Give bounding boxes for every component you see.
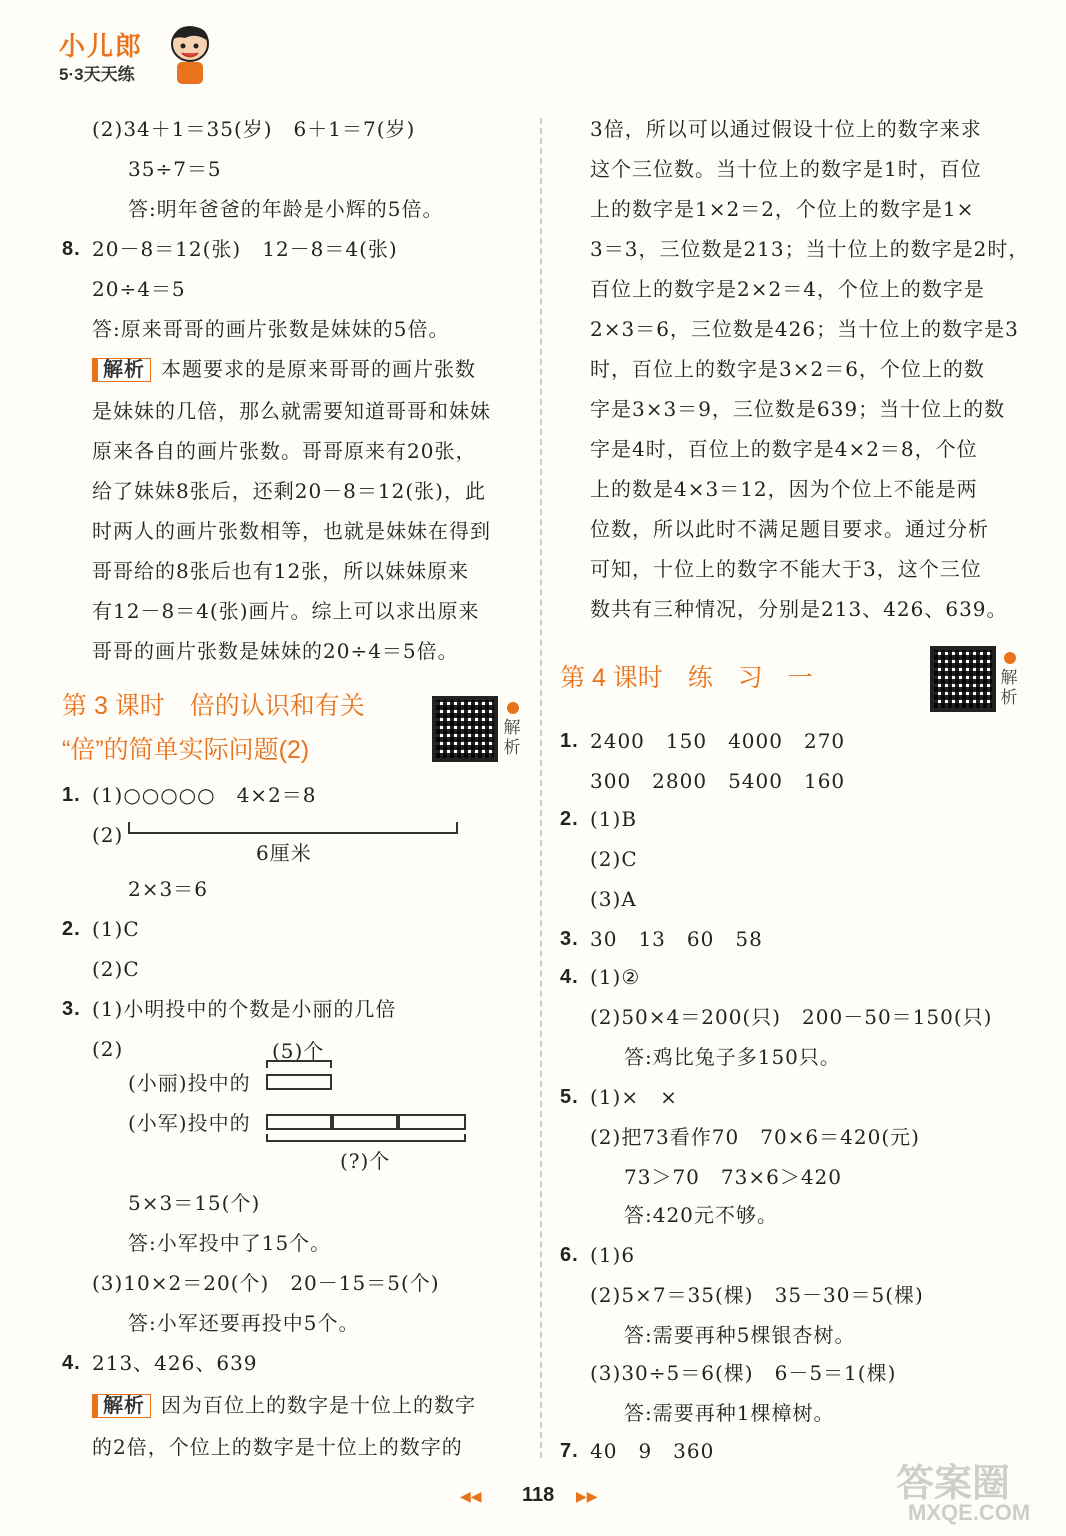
analysis-line: 字是4时，百位上的数字是4×2＝8，个位 bbox=[590, 437, 978, 461]
analysis-line: 这个三位数。当十位上的数字是1时，百位 bbox=[590, 157, 982, 181]
answer-line: 20－8＝12(张) 12－8＝4(张) bbox=[92, 237, 398, 261]
question-number: 4. bbox=[560, 966, 579, 988]
question-number: 4. bbox=[62, 1352, 81, 1374]
analysis-line: 上的数字是1×2＝2，个位上的数字是1× bbox=[590, 197, 975, 221]
watermark bbox=[888, 1452, 1058, 1532]
analysis-line: 时两人的画片张数相等，也就是妹妹在得到 bbox=[92, 519, 491, 543]
analysis-line: 时，百位上的数字是3×2＝6，个位上的数 bbox=[590, 357, 985, 381]
qr-code-icon[interactable] bbox=[432, 696, 498, 762]
analysis-line: 哥哥给的8张后也有12张，所以妹妹原来 bbox=[92, 559, 470, 583]
length-segment bbox=[128, 832, 458, 834]
answer-line: (2)C bbox=[92, 957, 140, 981]
play-arrow-icon bbox=[507, 702, 519, 714]
question-number: 3. bbox=[62, 998, 81, 1020]
question-number: 6. bbox=[560, 1244, 579, 1266]
answer-line: (1)○○○○○ 4×2＝8 bbox=[92, 783, 317, 807]
analysis-text: 因为百位上的数字是十位上的数字 bbox=[161, 1393, 476, 1417]
answer-line: 答:需要再种1棵樟树。 bbox=[624, 1401, 835, 1425]
analysis-line: 字是3×3＝9，三位数是639；当十位上的数 bbox=[590, 397, 1006, 421]
segment-tick bbox=[456, 822, 458, 834]
answer-line: 答:小军投中了15个。 bbox=[128, 1231, 332, 1255]
play-arrow-icon bbox=[1004, 652, 1016, 664]
answer-line: (1)小明投中的个数是小丽的几倍 bbox=[92, 997, 397, 1021]
top-brace bbox=[266, 1060, 332, 1068]
answer-line: (2)34＋1＝35(岁) 6＋1＝7(岁) bbox=[92, 117, 416, 141]
answer-line: (1)6 bbox=[590, 1243, 636, 1267]
answer-line: (2) bbox=[92, 823, 124, 847]
analysis-tag: 解析 bbox=[92, 1394, 151, 1418]
answer-line: 300 2800 5400 160 bbox=[590, 769, 846, 793]
question-number: 2. bbox=[560, 808, 579, 830]
watermark-url: MXQE.COM bbox=[908, 1500, 1031, 1525]
analysis-line: 数共有三种情况，分别是213、426、639。 bbox=[590, 597, 1008, 621]
answer-line: (1)C bbox=[92, 917, 140, 941]
answer-line: 35÷7＝5 bbox=[128, 157, 222, 181]
diagram-row-label: (小丽)投中的 bbox=[128, 1071, 251, 1095]
segment-label: 6厘米 bbox=[256, 841, 312, 865]
analysis-line: 是妹妹的几倍，那么就需要知道哥哥和妹妹 bbox=[92, 399, 491, 423]
answer-line: (3)10×2＝20(个) 20－15＝5(个) bbox=[92, 1271, 440, 1295]
brand-sub: 5·3天天练 bbox=[59, 65, 135, 84]
answer-line: 答:明年爸爸的年龄是小辉的5倍。 bbox=[128, 197, 444, 221]
analysis-line: 3倍，所以可以通过假设十位上的数字来求 bbox=[590, 117, 982, 141]
analysis-line: 上的数是4×3＝12，因为个位上不能是两 bbox=[590, 477, 978, 501]
analysis-line: 哥哥的画片张数是妹妹的20÷4＝5倍。 bbox=[92, 639, 459, 663]
answer-line: (2)把73看作70 70×6＝420(元) bbox=[590, 1125, 920, 1149]
analysis-tag: 解析 bbox=[92, 358, 151, 382]
answer-line: (1)B bbox=[590, 807, 638, 831]
answer-line: 2×3＝6 bbox=[128, 877, 208, 901]
question-number: 2. bbox=[62, 918, 81, 940]
analysis-line: 百位上的数字是2×2＝4，个位上的数字是 bbox=[590, 277, 985, 301]
answer-line: (2)C bbox=[590, 847, 638, 871]
answer-line: 73＞70 73×6＞420 bbox=[624, 1165, 843, 1189]
qr-label: 解析 bbox=[1000, 668, 1018, 707]
question-number: 1. bbox=[62, 784, 81, 806]
answer-line: 40 9 360 bbox=[590, 1439, 715, 1463]
prev-arrows-icon: ◀◀ bbox=[460, 1488, 482, 1504]
question-number: 5. bbox=[560, 1086, 579, 1108]
bottom-brace bbox=[266, 1134, 466, 1142]
section-title: “倍”的简单实际问题(2) bbox=[62, 736, 310, 764]
answer-line: (1)× × bbox=[590, 1085, 678, 1109]
answer-line: 答:需要再种5棵银杏树。 bbox=[624, 1323, 856, 1347]
section-title: 第 3 课时 倍的认识和有关 bbox=[62, 692, 365, 720]
answer-line: (2) bbox=[92, 1037, 124, 1061]
analysis-line bbox=[92, 356, 476, 382]
bar-xiaojun-seg bbox=[266, 1114, 332, 1130]
mascot-icon bbox=[167, 24, 213, 86]
section-title: 第 4 课时 练 习 一 bbox=[560, 664, 813, 692]
diagram-bottom-label: (?)个 bbox=[340, 1149, 391, 1173]
answer-line: 30 13 60 58 bbox=[590, 927, 763, 951]
answer-line: 答:小军还要再投中5个。 bbox=[128, 1311, 360, 1335]
answer-line: 5×3＝15(个) bbox=[128, 1191, 261, 1215]
page-footer bbox=[460, 1484, 620, 1514]
answer-line: 2400 150 4000 270 bbox=[590, 729, 846, 753]
analysis-line: 给了妹妹8张后，还剩20－8＝12(张)，此 bbox=[92, 479, 486, 503]
qr-label: 解析 bbox=[503, 718, 521, 757]
diagram-top-label: (5)个 bbox=[272, 1039, 325, 1063]
bar-xiaojun-seg bbox=[332, 1114, 398, 1130]
page-number: 118 bbox=[522, 1484, 555, 1506]
analysis-text: 本题要求的是原来哥哥的画片张数 bbox=[161, 357, 476, 381]
question-number: 3. bbox=[560, 928, 579, 950]
answer-line: (2)50×4＝200(只) 200－50＝150(只) bbox=[590, 1005, 993, 1029]
answer-line: (3)A bbox=[590, 887, 637, 911]
answer-line: 213、426、639 bbox=[92, 1351, 258, 1375]
analysis-line: 可知，十位上的数字不能大于3，这个三位 bbox=[590, 557, 982, 581]
answer-line: (1)② bbox=[590, 965, 641, 989]
next-arrows-icon: ▶▶ bbox=[576, 1488, 598, 1504]
analysis-line bbox=[92, 1392, 476, 1418]
question-number: 7. bbox=[560, 1440, 579, 1462]
analysis-line: 位数，所以此时不满足题目要求。通过分析 bbox=[590, 517, 989, 541]
column-divider bbox=[540, 118, 542, 1458]
qr-code-icon[interactable] bbox=[930, 646, 996, 712]
question-number: 8. bbox=[62, 238, 81, 260]
segment-tick bbox=[128, 822, 130, 834]
analysis-line: 原来各自的画片张数。哥哥原来有20张， bbox=[92, 439, 477, 463]
analysis-line: 有12－8＝4(张)画片。综上可以求出原来 bbox=[92, 599, 480, 623]
answer-line: 答:420元不够。 bbox=[624, 1203, 778, 1227]
answer-line: (2)5×7＝35(棵) 35－30＝5(棵) bbox=[590, 1283, 924, 1307]
bar-xiaojun-seg bbox=[398, 1114, 466, 1130]
answer-line: 答:鸡比兔子多150只。 bbox=[624, 1045, 841, 1069]
bar-xiaoli bbox=[266, 1074, 332, 1090]
brand-main: 小儿郎 bbox=[59, 31, 144, 61]
analysis-line: 的2倍，个位上的数字是十位上的数字的 bbox=[92, 1435, 463, 1459]
answer-line: (3)30÷5＝6(棵) 6－5＝1(棵) bbox=[590, 1361, 897, 1385]
analysis-line: 2×3＝6，三位数是426；当十位上的数字是3 bbox=[590, 317, 1019, 341]
watermark-text: 答案圈 bbox=[896, 1463, 1011, 1505]
question-number: 1. bbox=[560, 730, 579, 752]
answer-line: 答:原来哥哥的画片张数是妹妹的5倍。 bbox=[92, 317, 450, 341]
brand-logo bbox=[55, 22, 215, 92]
analysis-line: 3＝3，三位数是213；当十位上的数字是2时， bbox=[590, 237, 1030, 261]
answer-line: 20÷4＝5 bbox=[92, 277, 186, 301]
diagram-row-label: (小军)投中的 bbox=[128, 1111, 251, 1135]
